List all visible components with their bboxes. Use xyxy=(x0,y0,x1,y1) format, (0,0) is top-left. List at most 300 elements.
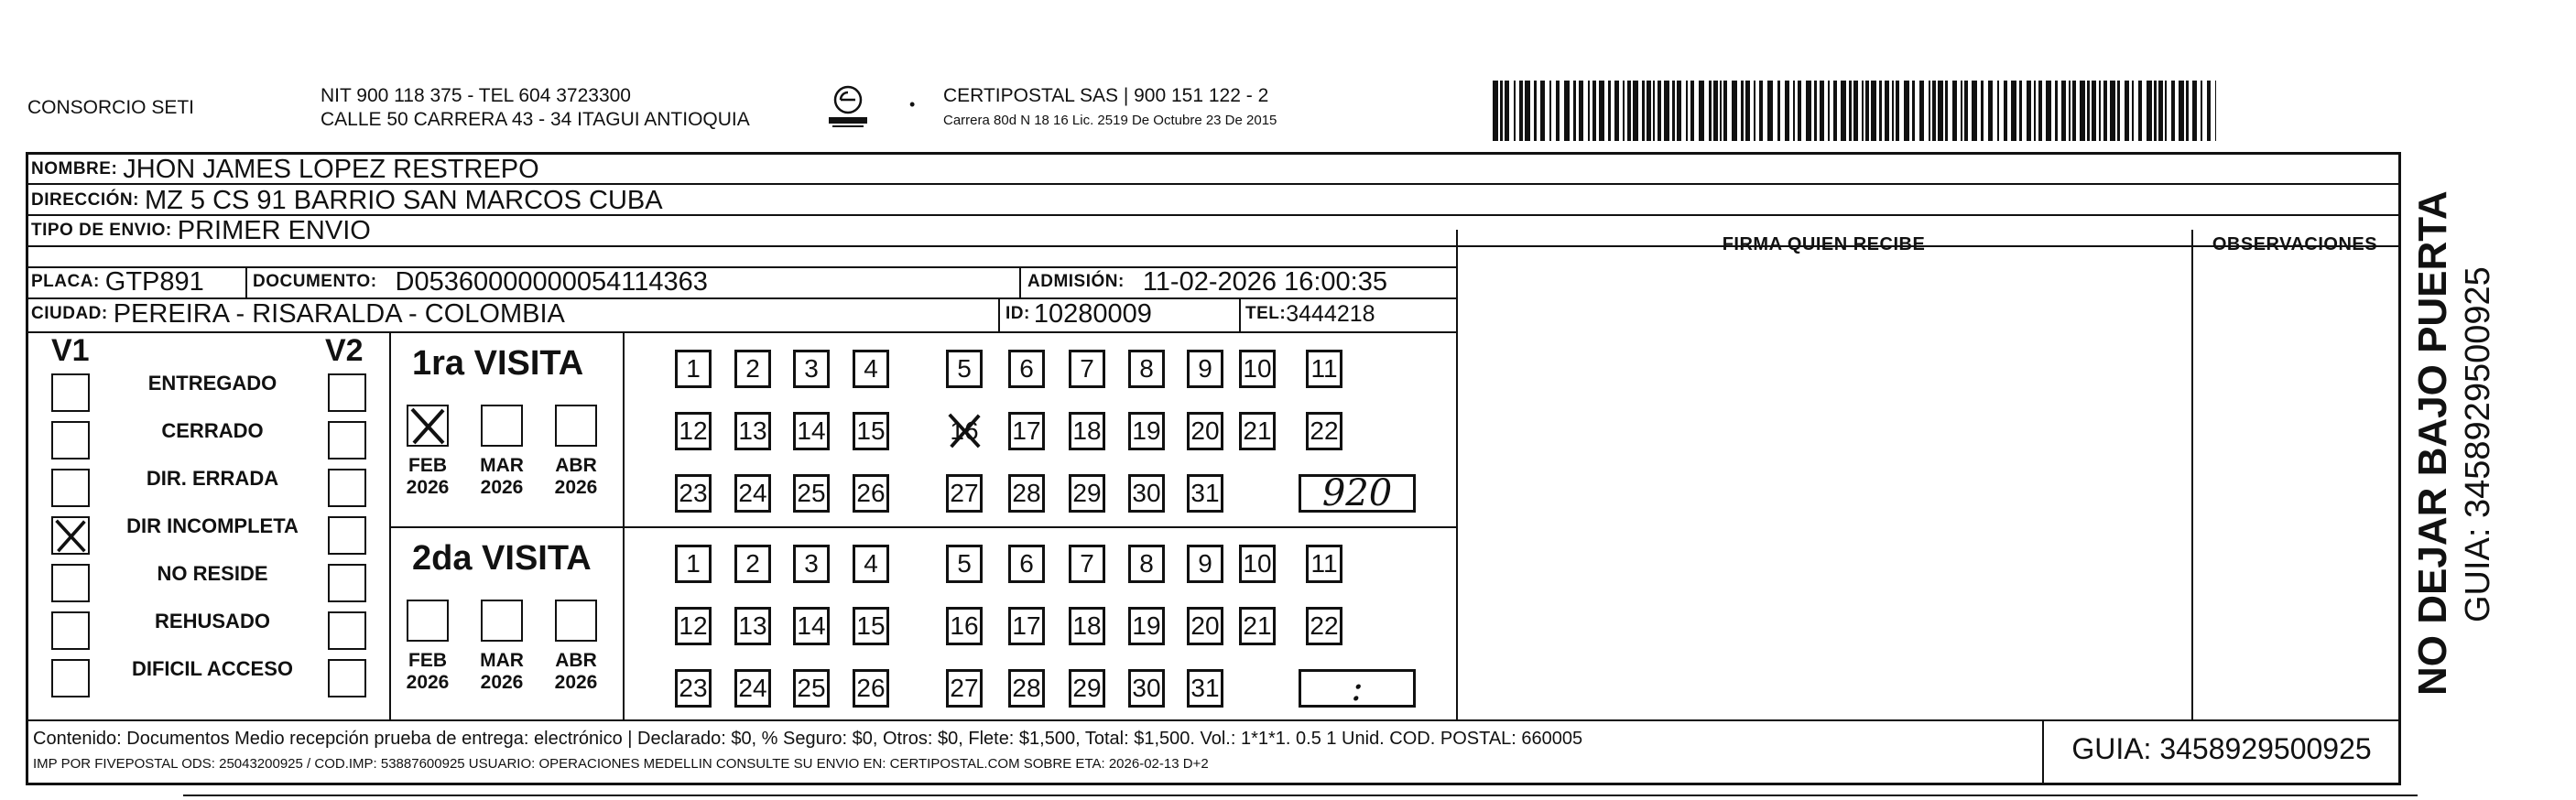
day-number: 12 xyxy=(679,611,708,640)
day-box[interactable] xyxy=(734,669,771,708)
status-label: NO RESIDE xyxy=(157,562,268,585)
day-number: 17 xyxy=(1012,611,1041,640)
placa-row xyxy=(31,266,204,297)
nombre-row xyxy=(31,154,539,185)
v2-checkbox[interactable] xyxy=(328,421,366,459)
barcode-bar xyxy=(1945,81,1948,141)
nombre-label: NOMBRE: xyxy=(31,159,118,178)
direccion-label: DIRECCIÓN: xyxy=(31,190,139,210)
day-number: 10 xyxy=(1243,549,1272,578)
barcode-bar xyxy=(2069,81,2071,141)
barcode-bar xyxy=(2092,81,2096,141)
day-number: 13 xyxy=(738,416,767,445)
barcode-bar xyxy=(1732,81,1737,141)
barcode-bar xyxy=(2215,81,2216,141)
barcode-bar xyxy=(1686,81,1688,141)
day-number: 18 xyxy=(1072,611,1102,640)
month-label xyxy=(474,455,529,499)
nombre-value: JHON JAMES LOPEZ RESTREPO xyxy=(123,154,539,184)
day-box[interactable] xyxy=(1239,350,1276,388)
barcode-bar xyxy=(1573,81,1576,141)
day-box[interactable] xyxy=(793,669,830,708)
day-box[interactable] xyxy=(1069,350,1105,388)
barcode-bar xyxy=(1647,81,1651,141)
day-number: 31 xyxy=(1190,674,1220,702)
barcode-bar xyxy=(1871,81,1876,141)
day-box[interactable] xyxy=(1069,669,1105,708)
day-box[interactable] xyxy=(1306,545,1342,583)
day-box[interactable] xyxy=(1069,474,1105,513)
day-number: 7 xyxy=(1080,354,1094,383)
day-box[interactable] xyxy=(675,607,712,645)
barcode-bar xyxy=(1892,81,1894,141)
barcode-bar xyxy=(2087,81,2090,141)
barcode-bar xyxy=(2179,81,2184,141)
v1-checkbox[interactable] xyxy=(51,564,90,602)
day-number: 16 xyxy=(950,611,979,640)
day-box[interactable] xyxy=(1008,669,1045,708)
barcode-bar xyxy=(1997,81,1999,141)
day-number: 14 xyxy=(797,611,826,640)
month-year: 2026 xyxy=(480,672,524,693)
v2-checkbox[interactable] xyxy=(328,516,366,555)
day-number: 21 xyxy=(1243,611,1272,640)
day-number: 10 xyxy=(1243,354,1272,383)
barcode-bar xyxy=(1672,81,1675,141)
barcode-bar xyxy=(1642,81,1645,141)
barcode-bar xyxy=(1713,81,1718,141)
barcode-bar xyxy=(2055,81,2058,141)
direccion-row xyxy=(31,185,663,216)
status-label: REHUSADO xyxy=(155,610,270,632)
barcode-bar xyxy=(1952,81,1957,141)
day-box[interactable] xyxy=(1008,545,1045,583)
barcode-bar xyxy=(2027,81,2031,141)
day-box[interactable] xyxy=(734,350,771,388)
day-number: 3 xyxy=(804,354,819,383)
month-checkbox[interactable] xyxy=(555,405,597,447)
barcode-bar xyxy=(1720,81,1722,141)
day-box[interactable] xyxy=(1008,350,1045,388)
v2-checkbox[interactable] xyxy=(328,611,366,650)
day-box[interactable] xyxy=(675,669,712,708)
barcode-bar xyxy=(1759,81,1763,141)
footer-guia: GUIA: 3458929500925 xyxy=(2071,732,2372,765)
day-number: 23 xyxy=(679,479,708,507)
day-number: 13 xyxy=(738,611,767,640)
day-number: 11 xyxy=(1310,354,1338,383)
day-number: 29 xyxy=(1072,674,1102,702)
day-number: 4 xyxy=(864,549,878,578)
tipo-row xyxy=(31,216,371,245)
day-number: 30 xyxy=(1132,674,1161,702)
day-box[interactable] xyxy=(793,545,830,583)
barcode-bar xyxy=(1849,81,1852,141)
barcode-bar xyxy=(2154,81,2157,141)
barcode-bar xyxy=(2103,81,2107,141)
day-box[interactable] xyxy=(1008,607,1045,645)
day-number: 28 xyxy=(1012,479,1041,507)
day-box[interactable] xyxy=(675,545,712,583)
barcode-bar xyxy=(2147,81,2152,141)
barcode-bar xyxy=(1658,81,1661,141)
barcode-bar xyxy=(1699,81,1704,141)
barcode-bar xyxy=(1862,81,1864,141)
day-number: 27 xyxy=(950,479,979,507)
day-box[interactable] xyxy=(793,350,830,388)
day-box[interactable] xyxy=(1306,607,1342,645)
barcode-bar xyxy=(1841,81,1846,141)
day-number: 15 xyxy=(856,611,886,640)
day-number: 25 xyxy=(797,674,826,702)
barcode-bar xyxy=(1745,81,1750,141)
day-box[interactable] xyxy=(734,545,771,583)
day-box[interactable] xyxy=(1306,412,1342,450)
day-number: 20 xyxy=(1190,611,1220,640)
month-label xyxy=(400,455,455,499)
v2-checkbox[interactable] xyxy=(328,564,366,602)
day-number: 5 xyxy=(957,354,972,383)
month-name: MAR xyxy=(480,455,524,476)
barcode-bar xyxy=(1932,81,1936,141)
day-number: 19 xyxy=(1132,416,1161,445)
day-box[interactable] xyxy=(1187,350,1223,388)
barcode-bar xyxy=(1599,81,1604,141)
barcode-bar xyxy=(1828,81,1830,141)
day-number: 4 xyxy=(864,354,878,383)
day-number: 21 xyxy=(1243,416,1272,445)
day-box[interactable] xyxy=(853,350,889,388)
barcode-bar xyxy=(2080,81,2085,141)
status-label: ENTREGADO xyxy=(147,372,277,395)
documento-row xyxy=(253,266,708,297)
day-box[interactable] xyxy=(793,412,830,450)
day-box[interactable] xyxy=(1008,412,1045,450)
day-box[interactable] xyxy=(1128,350,1165,388)
day-box[interactable] xyxy=(1239,607,1276,645)
ciudad-value: PEREIRA - RISARALDA - COLOMBIA xyxy=(113,298,565,329)
barcode-bar xyxy=(2125,81,2129,141)
status-label: DIR INCOMPLETA xyxy=(126,514,299,537)
barcode-bar xyxy=(2117,81,2120,141)
barcode-bar xyxy=(1505,81,1509,141)
v1-checkbox[interactable] xyxy=(51,469,90,507)
month-label xyxy=(400,650,455,694)
barcode-bar xyxy=(1677,81,1681,141)
tel-label: TEL: xyxy=(1245,304,1287,323)
barcode-bar xyxy=(1938,81,1943,141)
day-box[interactable] xyxy=(946,669,983,708)
day-number: 15 xyxy=(856,416,886,445)
nit-line: NIT 900 118 375 - TEL 604 3723300 xyxy=(321,85,631,106)
address-line: CALLE 50 CARRERA 43 - 34 ITAGUI ANTIOQUIA xyxy=(321,109,750,130)
barcode-bar xyxy=(2034,81,2036,141)
barcode-bar xyxy=(2138,81,2142,141)
day-box[interactable] xyxy=(1187,669,1223,708)
placa-value: GTP891 xyxy=(104,266,204,297)
month-checkbox[interactable] xyxy=(555,600,597,642)
no-dejar-warning: NO DEJAR BAJO PUERTA xyxy=(2410,190,2455,696)
day-box[interactable] xyxy=(1128,669,1165,708)
id-row xyxy=(1005,298,1152,330)
barcode-bar xyxy=(2046,81,2051,141)
company-name: CONSORCIO SETI xyxy=(27,97,195,118)
observaciones-label: OBSERVACIONES xyxy=(2212,234,2378,254)
tel-value: 3444218 xyxy=(1286,300,1375,327)
day-box[interactable] xyxy=(734,474,771,513)
v2-checkbox[interactable] xyxy=(328,373,366,412)
day-box[interactable] xyxy=(734,607,771,645)
barcode-bar xyxy=(1623,81,1625,141)
day-number: 7 xyxy=(1080,549,1094,578)
barcode-bar xyxy=(1912,81,1915,141)
documento-label: DOCUMENTO: xyxy=(253,272,377,291)
barcode-bar xyxy=(1493,81,1498,141)
status-label: DIR. ERRADA xyxy=(146,467,279,490)
barcode-bar xyxy=(2132,81,2134,141)
barcode-bar xyxy=(1981,81,1984,141)
day-number: 1 xyxy=(686,354,701,383)
day-number: 1 xyxy=(686,549,701,578)
barcode-bar xyxy=(1709,81,1712,141)
barcode-bar xyxy=(1664,81,1669,141)
ciudad-label: CIUDAD: xyxy=(31,304,108,323)
barcode-bar xyxy=(1519,81,1523,141)
day-box[interactable] xyxy=(734,412,771,450)
day-number: 9 xyxy=(1198,549,1212,578)
barcode-bar xyxy=(1564,81,1570,141)
day-mark xyxy=(946,412,983,450)
barcode-bar xyxy=(2192,81,2197,141)
month-name: FEB xyxy=(408,455,447,476)
day-number: 11 xyxy=(1310,549,1338,578)
v2-label: V2 xyxy=(325,333,364,368)
barcode-bar xyxy=(1833,81,1837,141)
day-box[interactable] xyxy=(1128,545,1165,583)
day-number: 26 xyxy=(856,479,886,507)
barcode-bar xyxy=(2158,81,2163,141)
day-box[interactable] xyxy=(675,350,712,388)
day-box[interactable] xyxy=(1187,412,1223,450)
barcode-bar xyxy=(1919,81,1924,141)
month-year: 2026 xyxy=(406,672,450,693)
day-box[interactable] xyxy=(793,607,830,645)
month-year: 2026 xyxy=(480,477,524,498)
day-number: 25 xyxy=(797,479,826,507)
day-number: 2 xyxy=(745,549,760,578)
barcode-bar xyxy=(1592,81,1596,141)
v1-checkbox[interactable] xyxy=(51,659,90,697)
barcode-bar xyxy=(1798,81,1801,141)
day-box[interactable] xyxy=(1187,474,1223,513)
firma-label: FIRMA QUIEN RECIBE xyxy=(1722,234,1926,254)
barcode-bar xyxy=(1549,81,1551,141)
day-number: 9 xyxy=(1198,354,1212,383)
side-guia: GUIA: 3458929500925 xyxy=(2459,266,2497,622)
certipostal-logo xyxy=(827,84,869,130)
barcode-bar xyxy=(1633,81,1638,141)
day-box[interactable] xyxy=(946,474,983,513)
day-box[interactable] xyxy=(946,350,983,388)
barcode-bar xyxy=(1608,81,1611,141)
barcode-bar xyxy=(1741,81,1744,141)
month-name: MAR xyxy=(480,650,524,671)
barcode-bar xyxy=(2165,81,2167,141)
day-box[interactable] xyxy=(1069,607,1105,645)
day-number: 6 xyxy=(1019,549,1034,578)
month-checkbox[interactable] xyxy=(481,405,523,447)
barcode-bar xyxy=(1514,81,1516,141)
barcode-bar xyxy=(2201,81,2202,141)
barcode-bar xyxy=(1820,81,1824,141)
day-box[interactable] xyxy=(1069,545,1105,583)
barcode-bar xyxy=(1904,81,1909,141)
day-box[interactable] xyxy=(853,412,889,450)
month-label xyxy=(549,650,603,694)
time-box[interactable]: : xyxy=(1299,669,1416,708)
day-number: 8 xyxy=(1139,354,1154,383)
barcode-bar xyxy=(2061,81,2066,141)
placa-label: PLACA: xyxy=(31,272,100,291)
day-number: 20 xyxy=(1190,416,1220,445)
barcode-bar xyxy=(1754,81,1755,141)
status-label: CERRADO xyxy=(161,419,264,442)
v1-label: V1 xyxy=(51,333,90,368)
v1-checkbox[interactable] xyxy=(51,516,90,555)
day-box[interactable] xyxy=(853,607,889,645)
day-box[interactable] xyxy=(853,545,889,583)
contenido-line: Contenido: Documentos Medio recepción prueba de entrega: electrónico | Declarado: $0, % Seguro: $0, Otros: $0, Flete: $1,500, Total: $1,500. Vol.: 1*1*1. 0.5 1 Unid. COD. POSTAL: 660005 xyxy=(33,729,1583,749)
day-box[interactable] xyxy=(1128,412,1165,450)
month-year: 2026 xyxy=(554,672,598,693)
day-number: 22 xyxy=(1310,416,1339,445)
day-box[interactable] xyxy=(853,669,889,708)
barcode-bar xyxy=(1653,81,1655,141)
day-box[interactable] xyxy=(1128,607,1165,645)
barcode-bar xyxy=(1964,81,1968,141)
day-number: 18 xyxy=(1072,416,1102,445)
barcode-bar xyxy=(1777,81,1780,141)
barcode-bar xyxy=(2004,81,2007,141)
day-number: 24 xyxy=(738,479,767,507)
barcode-bar xyxy=(1525,81,1530,141)
barcode-bar xyxy=(1896,81,1899,141)
barcode-bar xyxy=(1806,81,1811,141)
day-number: 8 xyxy=(1139,549,1154,578)
status-label: DIFICIL ACCESO xyxy=(131,657,293,680)
v1-checkbox[interactable] xyxy=(51,373,90,412)
barcode-bar xyxy=(2038,81,2042,141)
day-box[interactable] xyxy=(946,412,983,450)
day-number: 24 xyxy=(738,674,767,702)
day-number: 30 xyxy=(1132,479,1161,507)
day-box[interactable] xyxy=(1069,412,1105,450)
barcode-bar xyxy=(2019,81,2022,141)
visit-title: 2da VISITA xyxy=(412,539,592,578)
barcode-bar xyxy=(1885,81,1889,141)
day-box[interactable] xyxy=(1187,607,1223,645)
barcode-bar xyxy=(1853,81,1858,141)
day-box[interactable] xyxy=(1306,350,1342,388)
tel-row xyxy=(1245,298,1375,330)
day-box[interactable] xyxy=(853,474,889,513)
month-name: FEB xyxy=(408,650,447,671)
barcode-bar xyxy=(2110,81,2115,141)
month-year: 2026 xyxy=(406,477,450,498)
day-box[interactable] xyxy=(946,545,983,583)
tipo-label: TIPO DE ENVIO: xyxy=(31,221,172,240)
admision-row xyxy=(1027,266,1387,297)
visit-title: 1ra VISITA xyxy=(412,344,584,383)
day-box[interactable] xyxy=(675,412,712,450)
barcode-bar xyxy=(1556,81,1560,141)
v1-checkbox[interactable] xyxy=(51,421,90,459)
barcode-bar xyxy=(1929,81,1930,141)
v1-checkbox[interactable] xyxy=(51,611,90,650)
barcode-bar xyxy=(1534,81,1537,141)
barcode-bar xyxy=(1614,81,1619,141)
barcode-bar xyxy=(1972,81,1977,141)
month-label xyxy=(474,650,529,694)
day-box[interactable] xyxy=(946,607,983,645)
month-label xyxy=(549,455,603,499)
day-number: 12 xyxy=(679,416,708,445)
day-box[interactable] xyxy=(1008,474,1045,513)
time-box[interactable]: 920 xyxy=(1299,474,1416,513)
month-name: ABR xyxy=(555,650,597,671)
day-number: 26 xyxy=(856,674,886,702)
barcode-bar xyxy=(2171,81,2175,141)
barcode-bar xyxy=(1879,81,1882,141)
day-number: 23 xyxy=(679,674,708,702)
id-value: 10280009 xyxy=(1033,298,1152,329)
admision-label: ADMISIÓN: xyxy=(1027,272,1125,291)
bullet-icon: • xyxy=(909,95,916,114)
v2-checkbox[interactable] xyxy=(328,659,366,697)
day-number: 29 xyxy=(1072,479,1102,507)
day-number: 28 xyxy=(1012,674,1041,702)
barcode xyxy=(1493,81,2216,141)
day-number: 5 xyxy=(957,549,972,578)
day-number: 14 xyxy=(797,416,826,445)
day-box[interactable] xyxy=(1128,474,1165,513)
v2-checkbox[interactable] xyxy=(328,469,366,507)
day-number: 6 xyxy=(1019,354,1034,383)
barcode-bar xyxy=(1579,81,1583,141)
barcode-bar xyxy=(1500,81,1503,141)
day-box[interactable] xyxy=(675,474,712,513)
barcode-bar xyxy=(1588,81,1590,141)
barcode-bar xyxy=(1814,81,1817,141)
barcode-bar xyxy=(1785,81,1789,141)
barcode-bar xyxy=(2072,81,2076,141)
day-number: 17 xyxy=(1012,416,1041,445)
day-box[interactable] xyxy=(1239,545,1276,583)
month-checkbox[interactable] xyxy=(407,600,449,642)
day-box[interactable] xyxy=(793,474,830,513)
day-number: 16 xyxy=(950,416,979,445)
barcode-bar xyxy=(1793,81,1795,141)
month-checkbox[interactable] xyxy=(481,600,523,642)
day-box[interactable] xyxy=(1239,412,1276,450)
month-year: 2026 xyxy=(554,477,598,498)
day-box[interactable] xyxy=(1187,545,1223,583)
month-checkbox[interactable] xyxy=(407,405,449,447)
ciudad-row xyxy=(31,298,565,330)
month-name: ABR xyxy=(555,455,597,476)
documento-value: D05360000000054114363 xyxy=(395,266,708,297)
barcode-bar xyxy=(1865,81,1869,141)
